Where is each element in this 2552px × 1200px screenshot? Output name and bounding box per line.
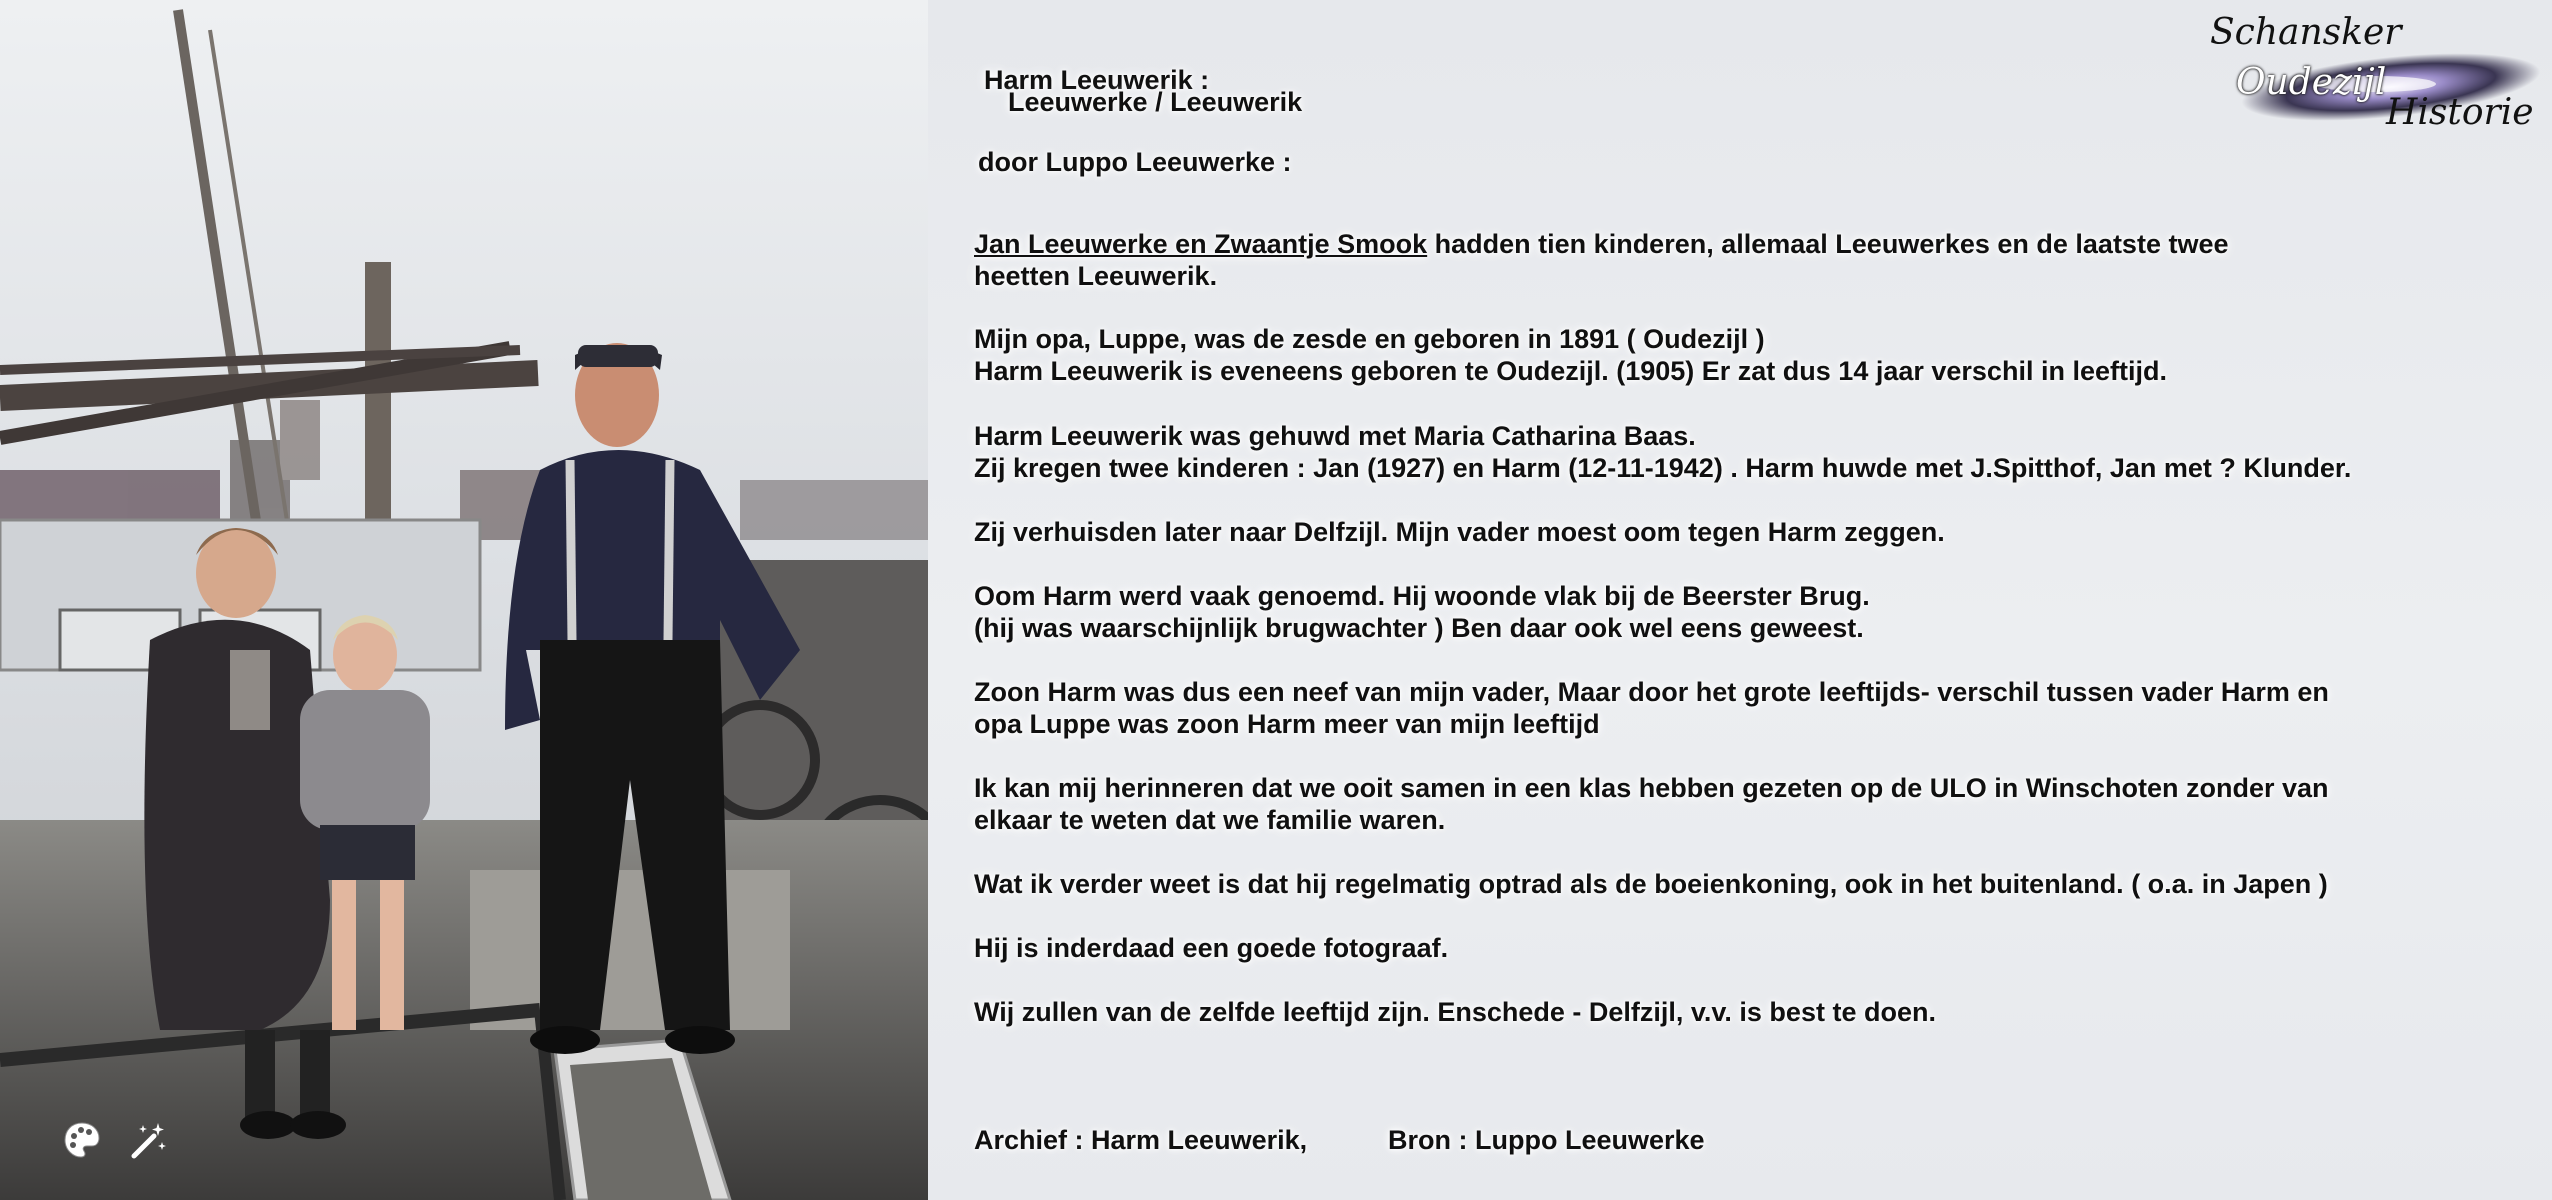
photo-tools — [60, 1118, 170, 1162]
article-byline: door Luppo Leeuwerke : — [978, 147, 1292, 177]
archive-credit: Archief : Harm Leeuwerik, — [974, 1125, 1308, 1155]
paragraph-7-line-1: Ik kan mij herinneren dat we ooit samen in een klas hebben gezeten op de ULO in Winschoten zonder van — [974, 773, 2329, 803]
family-photo-illustration — [0, 0, 928, 1200]
article-subtitle: Leeuwerke / Leeuwerik — [1008, 87, 1303, 117]
paragraph-10-line-1: Wij zullen van de zelfde leeftijd zijn. Enschede - Delfzijl, v.v. is best te doen. — [974, 997, 1936, 1027]
paragraph-1-line-1 — [974, 228, 2228, 260]
paragraph-3-line-2: Zij kregen twee kinderen : Jan (1927) en Harm (12-11-1942) . Harm huwde met J.Spitthof, Jan met ? Klunder. — [974, 453, 2352, 483]
article-panel — [928, 0, 2552, 1200]
schansker-oudezijl-historie-logo — [2196, 12, 2542, 142]
paragraph-5-line-1: Oom Harm werd vaak genoemd. Hij woonde vlak bij de Beerster Brug. — [974, 581, 1870, 611]
paragraph-6-line-2: opa Luppe was zoon Harm meer van mijn leeftijd — [974, 709, 1600, 739]
paragraph-5-line-2: (hij was waarschijnlijk brugwachter ) Ben daar ook wel eens geweest. — [974, 613, 1864, 643]
paragraph-2-line-1: Mijn opa, Luppe, was de zesde en geboren in 1891 ( Oudezijl ) — [974, 324, 1765, 354]
magic-wand-button[interactable] — [126, 1118, 170, 1162]
article-title: Harm Leeuwerik : — [984, 65, 1210, 95]
palette-button[interactable] — [60, 1118, 104, 1162]
paragraph-3-line-1: Harm Leeuwerik was gehuwd met Maria Catharina Baas. — [974, 421, 1696, 451]
paragraph-8-line-1: Wat ik verder weet is dat hij regelmatig optrad als de boeienkoning, ook in het buitenland. ( o.a. in Japen ) — [974, 869, 2328, 899]
paragraph-2-line-2: Harm Leeuwerik is eveneens geboren te Oudezijl. (1905) Er zat dus 14 jaar verschil in leeftijd. — [974, 356, 2167, 386]
magic-wand-icon — [128, 1120, 168, 1160]
paragraph-4-line-1: Zij verhuisden later naar Delfzijl. Mijn vader moest oom tegen Harm zeggen. — [974, 517, 1945, 547]
parents-link[interactable]: Jan Leeuwerke en Zwaantje Smook — [974, 229, 1428, 259]
family-photo — [0, 0, 928, 1200]
paragraph-1-line-2: heetten Leeuwerik. — [974, 261, 1218, 291]
palette-icon — [62, 1120, 102, 1160]
source-credit: Bron : Luppo Leeuwerke — [1388, 1125, 1705, 1155]
logo-word-schansker: Schansker — [2210, 12, 2402, 53]
paragraph-6-line-1: Zoon Harm was dus een neef van mijn vader, Maar door het grote leeftijds- verschil tussen vader Harm en — [974, 677, 2329, 707]
logo-word-oudezijl: Oudezijl — [2236, 62, 2387, 103]
logo-word-historie: Historie — [2386, 92, 2534, 133]
paragraph-7-line-2: elkaar te weten dat we familie waren. — [974, 805, 1446, 835]
paragraph-9-line-1: Hij is inderdaad een goede fotograaf. — [974, 933, 1449, 963]
paragraph-1-rest: hadden tien kinderen, allemaal Leeuwerkes en de laatste twee — [1427, 229, 2229, 259]
